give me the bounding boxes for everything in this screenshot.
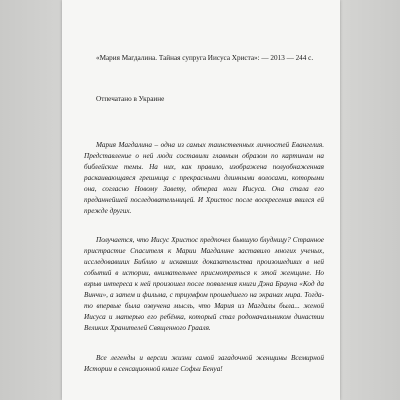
paragraph-3: Все легенды и версии жизни самой загадочной женщины Всемирной Истории в сенсационной книге Софьи Бенуа!: [84, 354, 324, 373]
paragraph-1: Мария Магдалина – одна из самых таинственных личностей Евангелия. Представление о ней люди составили главным образом по картинам на библейские темы. На них, как правило, изображена полуобнаженная раскаивающаяся грешница с прекрасными длинными волосами, которыми она, согласно Новому Завету, обтерла ноги Иисуса. Она стала его преданнейшей последовательницей. И Христос после воскресения явился ей прежде других.: [84, 141, 324, 215]
bibliographic-line: «Мария Магдалина. Тайная супруга Иисуса Христа»: — 2013 — 244 с.: [96, 54, 314, 62]
printed-in-line: Отпечатано в Украине: [96, 95, 165, 103]
book-page: [62, 0, 340, 400]
paragraph-2: Получается, что Иисус Христос предпочел бывшую блудницу? Странное пристрастие Спасителя к Марии Магдалине заставило многих ученых, исследовавших Библию и искавших доказательства произошедших в ней событий в истории, внимательнее присмотреться к этой женщине. Но взрыв интереса к ней произошел после появления книги Дэна Брауна «Код да Винчи», а затем и фильма, с триумфом прошедшего на экранах мира. Тогда-то впервые была озвучена мысль, что Мария из Магдалы была... женой Иисуса и матерью его ребёнка, который стал родоначальником династии Великих Хранителей Священного Грааля.: [84, 236, 324, 332]
